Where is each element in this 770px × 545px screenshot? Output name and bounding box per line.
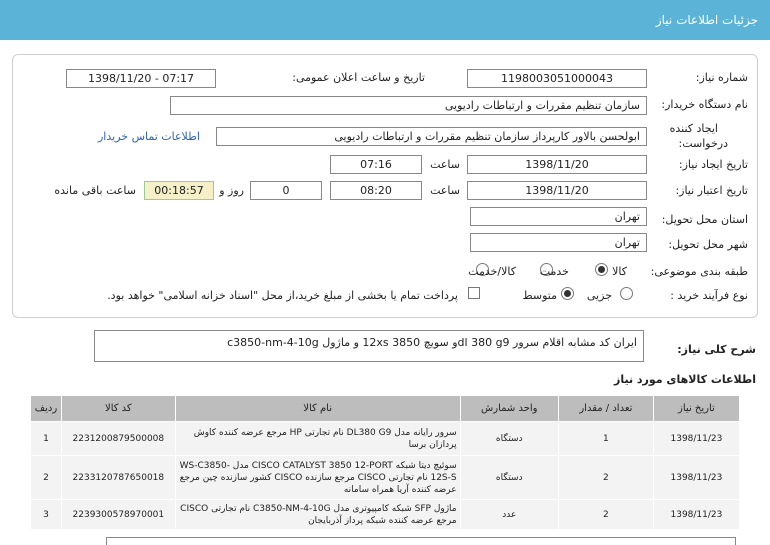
table-row bbox=[31, 500, 740, 530]
cell-date: 1398/11/23 bbox=[653, 500, 739, 530]
col-header-row: ردیف bbox=[31, 396, 62, 422]
buyer-field: سازمان تنظیم مقررات و ارتباطات رادیویی bbox=[170, 96, 647, 115]
description-field: ایران کد مشابه اقلام سرور dl 380 g9و سویچ 3850 12xs و ماژول c3850-nm-4-10g bbox=[94, 330, 644, 362]
validity-time-label: ساعت bbox=[430, 184, 460, 197]
col-header-name: نام کالا bbox=[175, 396, 460, 422]
cell-unit: دستگاه bbox=[460, 456, 558, 500]
treasury-payment-checkbox[interactable] bbox=[468, 287, 480, 299]
page-title: جزئیات اطلاعات نیاز bbox=[655, 13, 758, 27]
cell-code: 2231200879500008 bbox=[61, 422, 175, 456]
col-header-qty: تعداد / مقدار bbox=[558, 396, 653, 422]
cell-unit: عدد bbox=[460, 500, 558, 530]
items-section-title: اطلاعات کالاهای مورد نیاز bbox=[614, 373, 756, 386]
cell-qty: 2 bbox=[558, 500, 653, 530]
cell-row: 2 bbox=[31, 456, 62, 500]
page-header bbox=[0, 0, 770, 40]
cell-name: سرور رایانه مدل DL380 G9 نام تجارتی HP مرجع عرضه کننده کاوش پردازان برسا bbox=[175, 422, 460, 456]
cell-unit: دستگاه bbox=[460, 422, 558, 456]
category-radio-goods[interactable] bbox=[595, 263, 608, 276]
col-header-unit: واحد شمارش bbox=[460, 396, 558, 422]
cell-code: 2239300578970001 bbox=[61, 500, 175, 530]
validity-date-label: تاریخ اعتبار نیاز: bbox=[675, 184, 748, 197]
creator-label-2: درخواست: bbox=[678, 137, 728, 150]
notes-box bbox=[106, 537, 736, 545]
city-field: تهران bbox=[470, 233, 647, 252]
category-option-goods: کالا bbox=[612, 265, 627, 278]
cell-code: 2233120787650018 bbox=[61, 456, 175, 500]
cell-row: 1 bbox=[31, 422, 62, 456]
category-option-goods-service: کالا/خدمت bbox=[468, 265, 516, 278]
create-date-field: 1398/11/20 bbox=[467, 155, 647, 174]
remaining-time-label: ساعت باقی مانده bbox=[54, 184, 136, 197]
remaining-days-field: 0 bbox=[250, 181, 322, 200]
col-header-date: تاریخ نیاز bbox=[653, 396, 739, 422]
cell-qty: 1 bbox=[558, 422, 653, 456]
cell-name: سوئیچ دیتا شبکه CISCO CATALYST 3850 12-PORT مدل WS-C3850-12S-S نام تجارتی CISCO مرجع سازنده CISCO کشور سازنده چین مرجع عرضه کننده آریا همراه سامانه bbox=[175, 456, 460, 500]
cell-date: 1398/11/23 bbox=[653, 422, 739, 456]
days-label: روز و bbox=[219, 184, 244, 197]
description-label: شرح کلی نیاز: bbox=[677, 343, 756, 356]
need-number-field: 1198003051000043 bbox=[467, 69, 647, 88]
create-date-label: تاریخ ایجاد نیاز: bbox=[678, 158, 748, 171]
validity-time-field: 08:20 bbox=[330, 181, 422, 200]
need-number-label: شماره نیاز: bbox=[695, 71, 748, 84]
city-label: شهر محل تحویل: bbox=[668, 238, 748, 251]
creator-field: ابولحسن بالاور کارپرداز سازمان تنظیم مقررات و ارتباطات رادیویی bbox=[216, 127, 647, 146]
category-option-service: خدمت bbox=[539, 265, 569, 278]
buyer-label: نام دستگاه خریدار: bbox=[661, 98, 748, 111]
treasury-payment-note: پرداخت تمام یا بخشی از مبلغ خرید،از محل "اسناد خزانه اسلامی" خواهد بود. bbox=[107, 289, 458, 302]
creator-label-1: ایجاد کننده bbox=[669, 122, 718, 135]
buyer-contact-link[interactable]: اطلاعات تماس خریدار bbox=[98, 130, 200, 143]
validity-date-field: 1398/11/20 bbox=[467, 181, 647, 200]
cell-date: 1398/11/23 bbox=[653, 456, 739, 500]
process-label: نوع فرآیند خرید : bbox=[670, 289, 748, 302]
process-radio-medium[interactable] bbox=[561, 287, 574, 300]
cell-row: 3 bbox=[31, 500, 62, 530]
announce-label: تاریخ و ساعت اعلان عمومی: bbox=[292, 71, 425, 84]
items-table bbox=[30, 395, 740, 530]
cell-name: ماژول SFP شبکه کامپیوتری مدل C3850-NM-4-10G نام تجارتی CISCO مرجع عرضه کننده شبکه پرداز آذربایجان bbox=[175, 500, 460, 530]
cell-qty: 2 bbox=[558, 456, 653, 500]
create-time-field: 07:16 bbox=[330, 155, 422, 174]
items-table-header bbox=[31, 396, 740, 422]
announce-field: 1398/11/20 - 07:17 bbox=[66, 69, 216, 88]
col-header-code: کد کالا bbox=[61, 396, 175, 422]
province-field: تهران bbox=[470, 207, 647, 226]
province-label: استان محل تحویل: bbox=[661, 213, 748, 226]
table-row bbox=[31, 422, 740, 456]
table-row bbox=[31, 456, 740, 500]
remaining-time-field: 00:18:57 bbox=[144, 181, 214, 200]
process-option-medium: متوسط bbox=[522, 289, 557, 302]
process-radio-minor[interactable] bbox=[620, 287, 633, 300]
create-time-label: ساعت bbox=[430, 158, 460, 171]
process-option-minor: جزیی bbox=[586, 289, 612, 302]
category-label: طبقه بندی موضوعی: bbox=[650, 265, 748, 278]
